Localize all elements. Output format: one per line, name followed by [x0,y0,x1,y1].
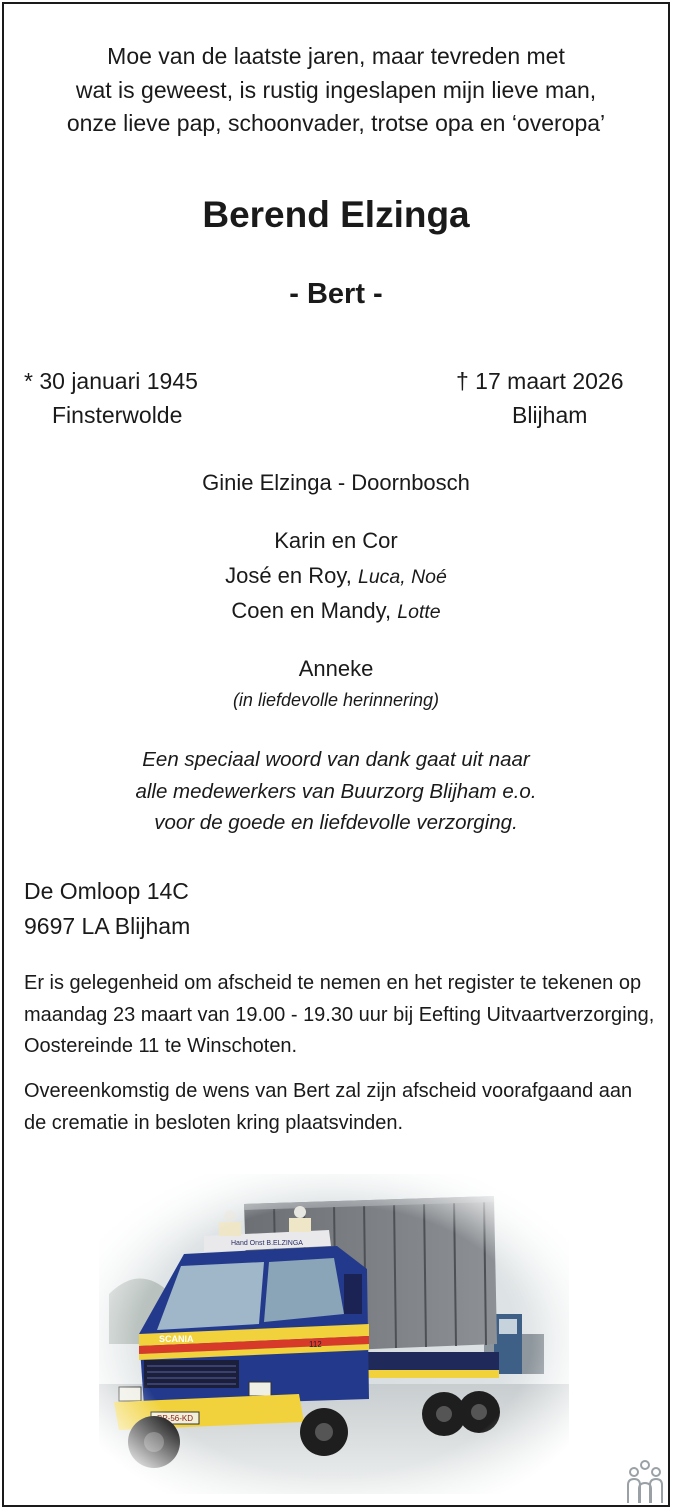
address-street: De Omloop 14C [24,878,189,904]
truck-photo [99,1174,569,1494]
grandchildren-names: Lotte [397,601,441,623]
address [24,874,190,943]
obituary-card [2,2,670,1507]
death-place: Blijham [512,402,588,428]
thanks-line: Een speciaal woord van dank gaat uit naar [142,748,530,771]
family-member-names: José en Roy, [225,563,358,588]
birth-date: * 30 januari 1945 [24,368,198,394]
death-date: † 17 maart 2026 [456,368,624,394]
deceased-name: Berend Elzinga [202,194,470,235]
family-member: Anneke [298,656,374,681]
intro-line: Moe van de laatste jaren, maar tevreden met [107,43,565,69]
grandchildren-names: Luca, Noé [357,566,447,588]
thanks-text [4,744,668,839]
deceased-nickname: - Bert - [289,278,383,310]
intro-text [4,40,668,141]
people-logo-icon [622,1459,668,1505]
family-member [4,559,668,594]
memorial-note: (in liefdevolle herinnering) [232,690,440,710]
address-city: 9697 LA Blijham [24,912,191,939]
family-member [4,594,668,629]
birth-place: Finsterwolde [52,402,183,428]
farewell-paragraph: Er is gelegenheid om afscheid te nemen en het register te tekenen op maandag 23 maart van 19.00 - 19.30 uur bij Eefting Uitvaartverzorging, Oostereinde 11 te Winschoten. [24,972,655,1057]
spouse-name: Ginie Elzinga - Doornbosch [202,470,470,495]
intro-line: onze lieve pap, schoonvader, trotse opa en ‘overopa’ [66,110,606,136]
thanks-line: voor de goede en liefdevolle verzorging. [154,811,518,834]
family-member: Karin en Cor [274,528,398,553]
thanks-line: alle medewerkers van Buurzorg Blijham e.o. [135,779,537,803]
cremation-paragraph: Overeenkomstig de wens van Bert zal zijn afscheid voorafgaand aan de crematie in besloten kring plaatsvinden. [24,1080,633,1134]
intro-line: wat is geweest, is rustig ingeslapen mijn lieve man, [75,76,597,103]
family-member-names: Coen en Mandy, [231,598,398,623]
